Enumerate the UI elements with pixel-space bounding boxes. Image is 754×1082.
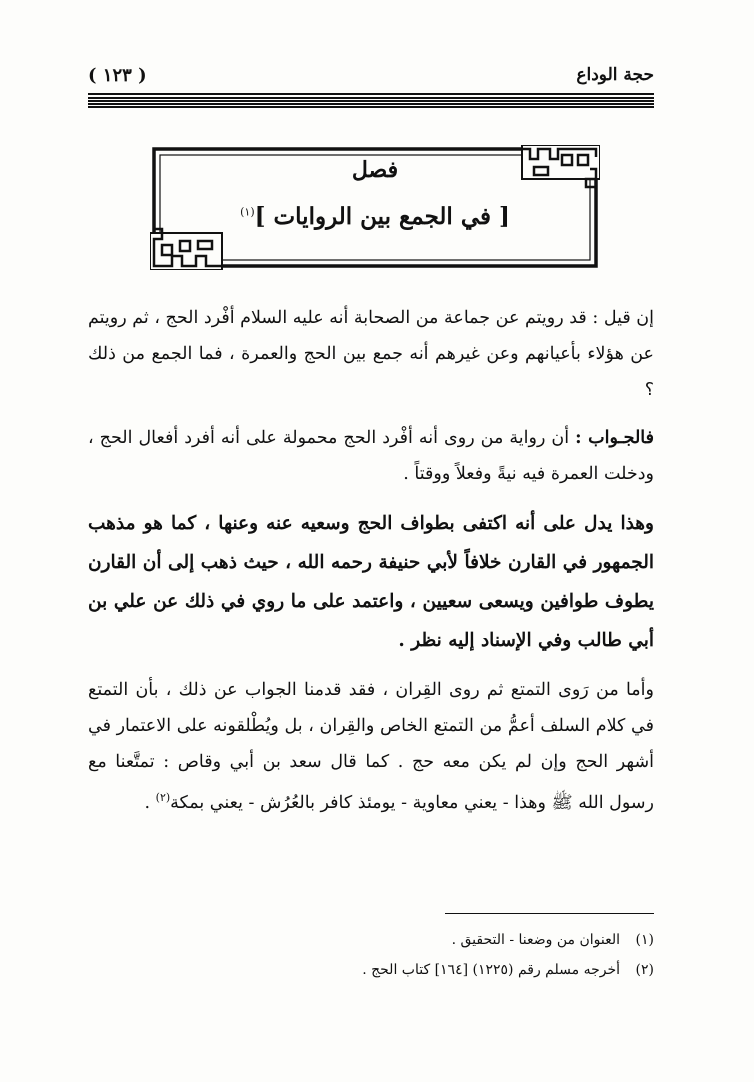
header-rule-thick — [88, 97, 654, 109]
footnote — [200, 955, 654, 985]
paragraph — [88, 672, 654, 821]
answer-text: أن رواية من روى أنه أفْرد الحج محمولة على أنه أفرد أفعال الحج ، ودخلت العمرة فيه نيةً وفعلاً ووقتاً . — [88, 428, 654, 484]
header-rule — [88, 93, 654, 95]
bold-paragraph: وهذا يدل على أنه اكتفى بطواف الحج وسعيه عنه وعنها ، كما هو مذهب الجمهور في القارن خلافاً لأبي حنيفة رحمه الله ، حيث ذهب إلى أن القارن يطوف طوافين ويسعى سعيين ، واعتمد على ما روي في ذلك عن علي بن أبي طالب وفي الإسناد إليه نظر . — [88, 513, 654, 651]
footnotes — [200, 925, 654, 985]
chapter-title-frame — [150, 145, 600, 270]
footnote-rule — [445, 913, 654, 914]
paragraph: إن قيل : قد رويتم عن جماعة من الصحابة أنه عليه السلام أفْرد الحج ، ثم رويتم عن هؤلاء بأعيانهم وعن غيرهم أنه جمع بين الحج والعمرة ، فما الجمع من ذلك ؟ — [88, 308, 654, 400]
section-heading: فصل — [351, 157, 399, 183]
answer-lead: فالجـواب : — [575, 428, 654, 448]
footnote-ref: (٢) — [155, 791, 171, 804]
footnote-text: العنوان من وضعنا - التحقيق . — [451, 932, 620, 948]
running-title: حجة الوداع — [576, 65, 654, 85]
section-subtitle — [150, 203, 600, 230]
body-text — [88, 300, 654, 833]
running-header — [88, 60, 654, 90]
paragraph — [88, 420, 654, 492]
paragraph-text: وأما من رَوى التمتع ثم روى القِران ، فقد قدمنا الجواب عن ذلك ، بأن التمتع في كلام السلف أعمُّ من التمتع الخاص والقِران ، بل ويُطْلقونه على الاعتمار في أشهر الحج وإن لم يكن معه حج . كما قال سعد بن أبي وقاص : تمتَّعنا مع رسول الله ﷺ وهذا - يعني معاوية - يومئذ كافر بالعُرُش - يعني بمكة — [88, 680, 654, 813]
footnote-number: (٢) — [635, 962, 654, 978]
section-subtitle-text: [ في الجمع بين الروايات ] — [254, 203, 510, 230]
page-number: ( ١٢٣ ) — [88, 64, 147, 86]
footnote-number: (١) — [635, 932, 654, 948]
footnote-text: أخرجه مسلم رقم (١٢٢٥) [١٦٤] كتاب الحج . — [362, 962, 620, 978]
paragraph-end: . — [144, 792, 156, 813]
footnote — [200, 925, 654, 955]
footnote-ref: (١) — [240, 205, 255, 219]
